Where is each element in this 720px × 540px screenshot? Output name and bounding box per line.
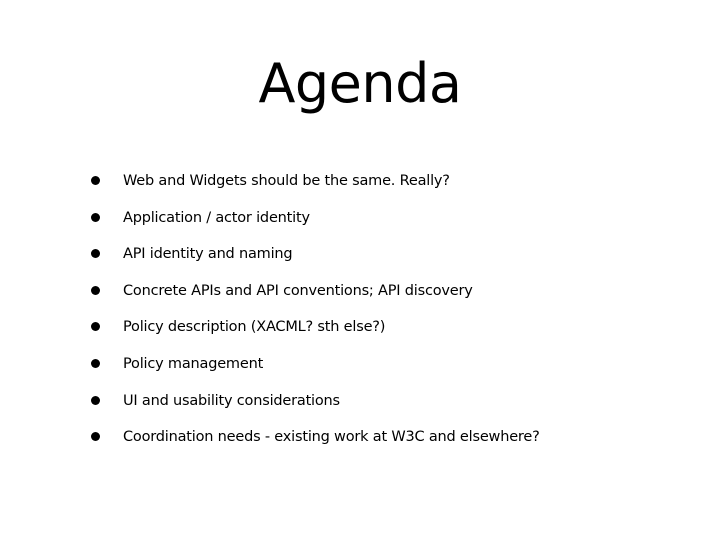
bullet-icon [91, 359, 100, 368]
bullet-item [0, 278, 720, 315]
bullet-icon [91, 286, 100, 295]
bullet-item [0, 205, 720, 242]
bullet-item [0, 424, 720, 461]
bullet-icon [91, 249, 100, 258]
bullet-text: API identity and naming [123, 246, 293, 263]
bullet-icon [91, 396, 100, 405]
bullet-item [0, 241, 720, 278]
bullet-text: Concrete APIs and API conventions; API discovery [123, 282, 473, 299]
bullet-item [0, 388, 720, 425]
slide-title: Agenda [258, 52, 462, 115]
bullet-icon [91, 432, 100, 441]
bullet-icon [91, 322, 100, 331]
bullet-icon [91, 176, 100, 185]
bullet-item [0, 351, 720, 388]
bullet-item [0, 168, 720, 205]
bullet-text: Web and Widgets should be the same. Really? [123, 173, 450, 189]
bullet-text: Policy management [123, 355, 264, 372]
bullet-item [0, 314, 720, 351]
bullet-list [0, 168, 720, 461]
bullet-text: Policy description (XACML? sth else?) [123, 319, 386, 336]
bullet-icon [91, 213, 100, 222]
bullet-text: Coordination needs - existing work at W3C and elsewhere? [123, 429, 540, 446]
bullet-text: Application / actor identity [123, 209, 310, 226]
bullet-text: UI and usability considerations [123, 392, 340, 409]
